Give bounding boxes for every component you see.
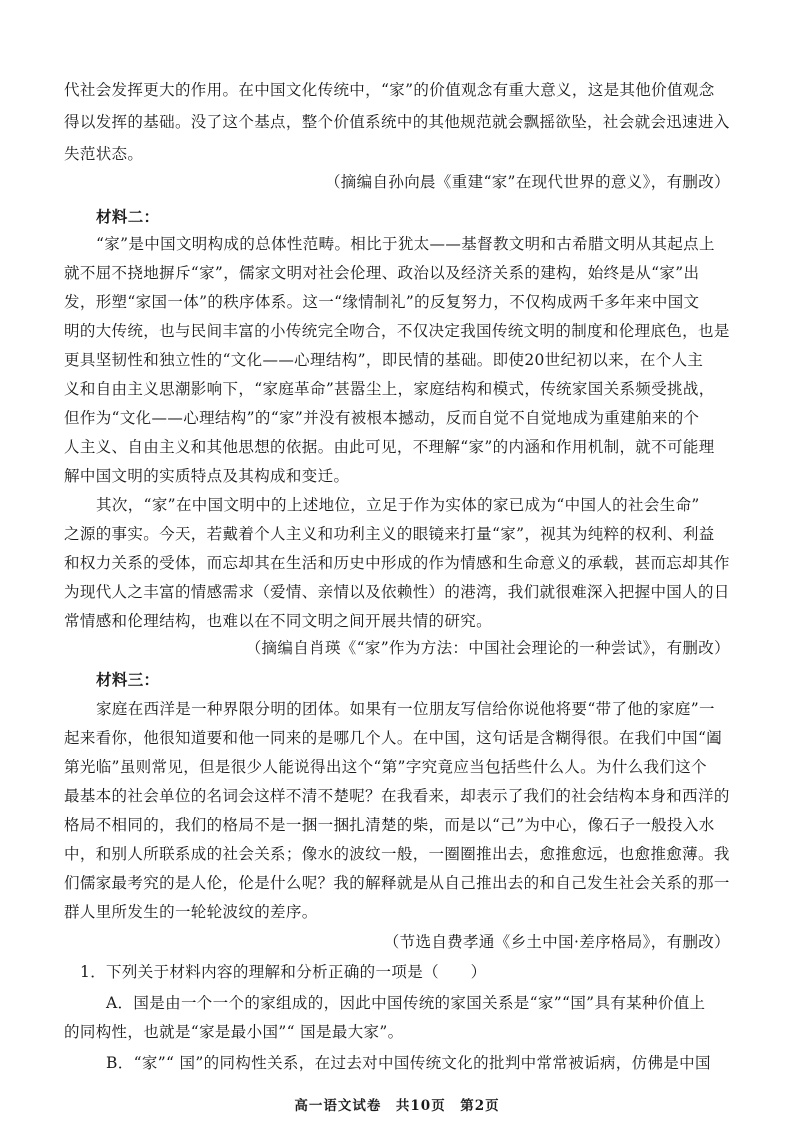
text-line: 和权力关系的受体，而忘却其在生活和历史中形成的作为情感和生命意义的承载，甚而忘却其作 xyxy=(64,554,730,572)
text-line: 第光临”虽则常见，但是很少人能说得出这个“第”字究竟应当包括些什么人。为什么我们这个 xyxy=(64,758,707,776)
text-line: 群人里所发生的一轮轮波纹的差序。 xyxy=(64,903,318,921)
text-line: 最基本的社会单位的名词会这样不清不楚呢？在我看来，却表示了我们的社会结构本身和西洋的 xyxy=(64,787,730,805)
text-line: 代社会发挥更大的作用。在中国文化传统中，“家”的价值观念有重大意义，这是其他价值观念 xyxy=(64,81,715,99)
text-line: 但作为“文化——心理结构”的“家”并没有被根本撼动，反而自觉不自觉地成为重建舶来的个 xyxy=(64,409,700,427)
text-line: 人主义、自由主义和其他思想的依据。由此可见，不理解“家”的内涵和作用机制，就不可能理 xyxy=(64,438,715,456)
text-line: 失范状态。 xyxy=(64,145,144,163)
text-line: 们儒家最考究的是人伦，伦是什么呢？我的解释就是从自己推出去的和自己发生社会关系的那一 xyxy=(64,874,730,892)
text-line: 格局不相同的，我们的格局不是一捆一捆扎清楚的柴，而是以“己”为中心，像石子一般投入水 xyxy=(64,816,715,834)
material-heading: 材料二： xyxy=(96,207,160,226)
text-line: 义和自由主义思潮影响下，“家庭革命”甚嚣尘上，家庭结构和模式，传统家国关系频受挑战， xyxy=(64,380,715,398)
text-line: 解中国文明的实质特点及其构成和变迁。 xyxy=(64,467,350,485)
text-line: 发，形塑“家国一体”的秩序体系。这一“缘情制礼”的反复努力，不仅构成两千多年来中国文 xyxy=(64,293,700,311)
text-line: 就不屈不挠地摒斥“家”，儒家文明对社会伦理、政治以及经济关系的建构，始终是从“家”出 xyxy=(64,264,700,282)
text-line: 起来看你，他很知道要和他一同来的是哪几个人。在中国，这句话是含糊得很。在我们中国“阖 xyxy=(64,729,723,747)
option-a-continued: 的同构性，也就是“家是最小国”“ 国是最大家”。 xyxy=(64,1023,404,1041)
text-line: 常情感和伦理结构，也难以在不同文明之间开展共情的研究。 xyxy=(64,612,492,630)
text-line: 为现代人之丰富的情感需求（爱情、亲情以及依赖性）的港湾，我们就很难深入把握中国人的日 xyxy=(64,583,730,601)
source-citation: （摘编自肖瑛《“家”作为方法：中国社会理论的一种尝试》，有删改） xyxy=(245,639,730,657)
source-citation: （节选自费孝通《乡土中国·差序格局》，有删改） xyxy=(383,933,730,951)
text-line: 中，和别人所联系成的社会关系；像水的波纹一般，一圈圈推出去，愈推愈远，也愈推愈薄。我 xyxy=(64,845,730,863)
page-footer: 高一语文试卷 共10页 第2页 xyxy=(294,1098,500,1114)
option-a: A．国是由一个一个的家组成的，因此中国传统的家国关系是“家”“国”具有某种价值上 xyxy=(106,994,706,1012)
text-line: 得以发挥的基础。没了这个基点，整个价值系统中的其他规范就会飘摇欲坠，社会就会迅速进入 xyxy=(64,113,730,131)
source-citation: （摘编自孙向晨《重建“家”在现代世界的意义》，有删改） xyxy=(324,173,730,191)
text-line: 家庭在西洋是一种界限分明的团体。如果有一位朋友写信给你说他将要“带了他的家庭”一 xyxy=(96,700,715,718)
text-line: 之源的事实。今天，若戴着个人主义和功利主义的眼镜来打量“家”，视其为纯粹的权利、利益 xyxy=(64,525,715,543)
text-line: “家”是中国文明构成的总体性范畴。相比于犹太——基督教文明和古希腊文明从其起点上 xyxy=(96,235,715,253)
option-b: B．“家”“ 国”的同构性关系，在过去对中国传统文化的批判中常常被诟病，仿佛是中国 xyxy=(106,1054,711,1072)
question-stem: 1．下列关于材料内容的理解和分析正确的一项是（ ） xyxy=(80,963,487,981)
text-line: 其次，“家”在中国文明中的上述地位，立足于作为实体的家已成为“中国人的社会生命” xyxy=(96,496,700,514)
text-line: 更具坚韧性和独立性的“文化——心理结构”，即民情的基础。即使20世纪初以来，在个人主 xyxy=(64,351,704,369)
text-line: 明的大传统，也与民间丰富的小传统完全吻合，不仅决定我国传统文明的制度和伦理底色，也是 xyxy=(64,322,730,340)
material-heading: 材料三： xyxy=(96,670,160,689)
